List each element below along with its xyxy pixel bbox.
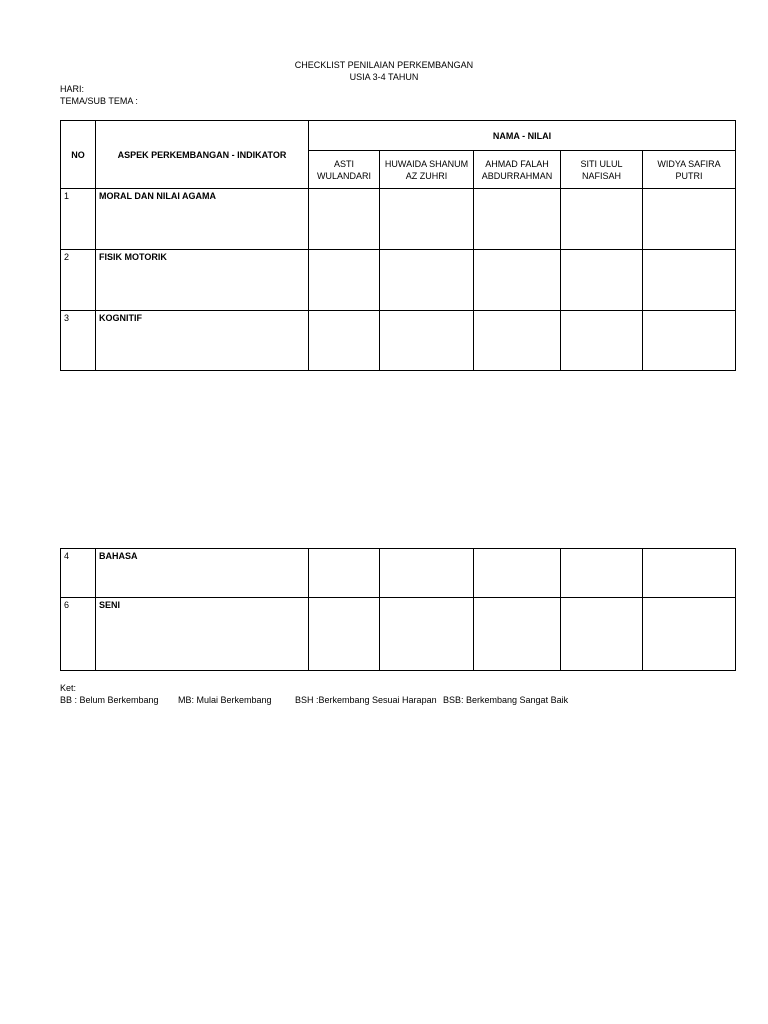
score-cell[interactable] bbox=[380, 549, 474, 598]
score-cell[interactable] bbox=[309, 549, 380, 598]
row-aspect: FISIK MOTORIK bbox=[96, 250, 309, 311]
table-row bbox=[61, 549, 736, 598]
header-student-2: HUWAIDA SHANUM AZ ZUHRI bbox=[380, 151, 474, 189]
legend-item-bsh: BSH :Berkembang Sesuai Harapan bbox=[295, 695, 437, 705]
table-row bbox=[61, 189, 736, 250]
document-title: CHECKLIST PENILAIAN PERKEMBANGAN bbox=[294, 60, 474, 70]
document-subtitle: USIA 3-4 TAHUN bbox=[349, 72, 419, 82]
header-student-3: AHMAD FALAH ABDURRAHMAN bbox=[474, 151, 561, 189]
row-aspect: KOGNITIF bbox=[96, 311, 309, 371]
score-cell[interactable] bbox=[561, 189, 643, 250]
row-aspect: BAHASA bbox=[96, 549, 309, 598]
score-cell[interactable] bbox=[380, 189, 474, 250]
score-cell[interactable] bbox=[561, 598, 643, 671]
header-student-1: ASTI WULANDARI bbox=[309, 151, 380, 189]
score-cell[interactable] bbox=[309, 189, 380, 250]
header-aspect: ASPEK PERKEMBANGAN - INDIKATOR bbox=[96, 121, 309, 189]
table-row bbox=[61, 598, 736, 671]
assessment-table-part2 bbox=[60, 548, 736, 671]
row-number: 1 bbox=[61, 189, 96, 250]
legend-label: Ket: bbox=[60, 683, 77, 693]
score-cell[interactable] bbox=[380, 311, 474, 371]
score-cell[interactable] bbox=[643, 189, 736, 250]
row-number: 4 bbox=[61, 549, 96, 598]
legend-item-bsb: BSB: Berkembang Sangat Baik bbox=[443, 695, 569, 705]
score-cell[interactable] bbox=[380, 598, 474, 671]
hari-label: HARI: bbox=[60, 84, 85, 94]
score-cell[interactable] bbox=[474, 250, 561, 311]
score-cell[interactable] bbox=[309, 250, 380, 311]
assessment-table-part1 bbox=[60, 120, 736, 371]
header-student-4: SITI ULUL NAFISAH bbox=[561, 151, 643, 189]
score-cell[interactable] bbox=[474, 598, 561, 671]
score-cell[interactable] bbox=[309, 311, 380, 371]
score-cell[interactable] bbox=[474, 311, 561, 371]
score-cell[interactable] bbox=[474, 549, 561, 598]
score-cell[interactable] bbox=[561, 311, 643, 371]
score-cell[interactable] bbox=[643, 598, 736, 671]
legend-item-mb: MB: Mulai Berkembang bbox=[178, 695, 272, 705]
tema-label: TEMA/SUB TEMA : bbox=[60, 96, 138, 106]
header-student-5: WIDYA SAFIRA PUTRI bbox=[643, 151, 736, 189]
header-nama-nilai: NAMA - NILAI bbox=[309, 121, 736, 151]
table-row bbox=[61, 311, 736, 371]
score-cell[interactable] bbox=[309, 598, 380, 671]
score-cell[interactable] bbox=[561, 549, 643, 598]
score-cell[interactable] bbox=[643, 250, 736, 311]
row-number: 6 bbox=[61, 598, 96, 671]
score-cell[interactable] bbox=[643, 549, 736, 598]
legend-item-bb: BB : Belum Berkembang bbox=[60, 695, 159, 705]
row-number: 3 bbox=[61, 311, 96, 371]
row-aspect: MORAL DAN NILAI AGAMA bbox=[96, 189, 309, 250]
score-cell[interactable] bbox=[474, 189, 561, 250]
score-cell[interactable] bbox=[380, 250, 474, 311]
row-number: 2 bbox=[61, 250, 96, 311]
table-row bbox=[61, 250, 736, 311]
score-cell[interactable] bbox=[561, 250, 643, 311]
row-aspect: SENI bbox=[96, 598, 309, 671]
score-cell[interactable] bbox=[643, 311, 736, 371]
header-no: NO bbox=[61, 121, 96, 189]
